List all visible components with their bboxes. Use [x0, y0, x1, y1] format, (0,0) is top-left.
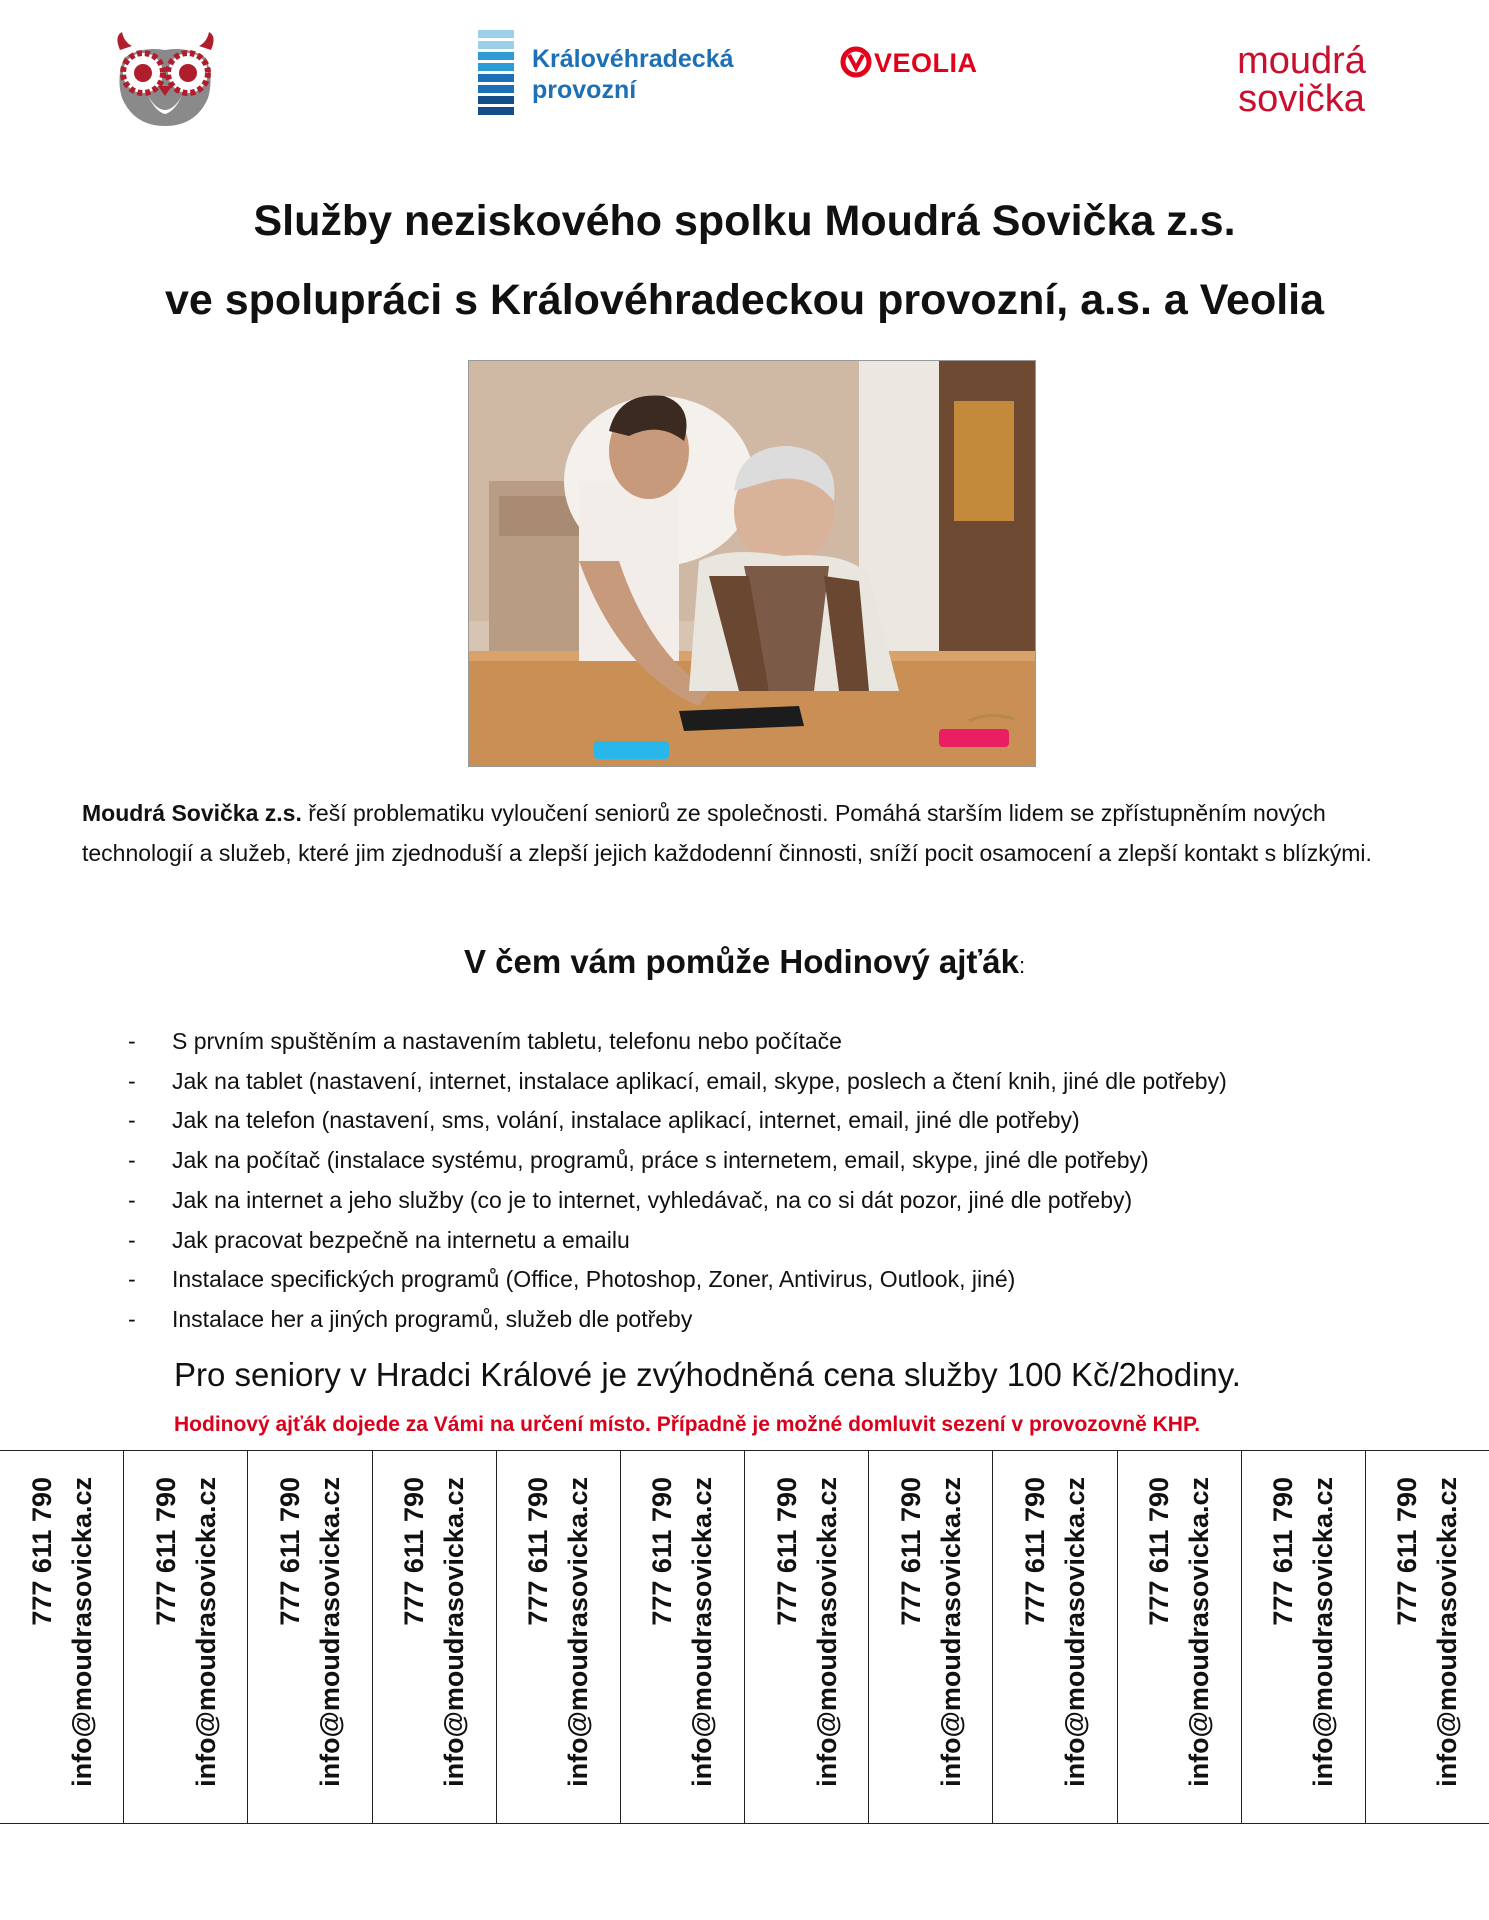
- list-dash: -: [128, 1186, 136, 1213]
- title-line-1: Služby neziskového spolku Moudrá Sovička z.s.: [253, 197, 1236, 245]
- list-item: [128, 1221, 1227, 1261]
- tear-off-tab[interactable]: [868, 1451, 992, 1823]
- tear-off-strips: [0, 1450, 1489, 1824]
- khp-stripe: [478, 107, 514, 115]
- tab-phone: 777 611 790: [895, 1477, 926, 1626]
- services-heading-colon: :: [1018, 953, 1026, 978]
- visit-note: Hodinový ajťák dojede za Vámi na určení místo. Případně je možné domluvit sezení v provozovně KHP.: [174, 1413, 1201, 1436]
- tab-contact: [518, 1477, 598, 1797]
- tab-phone: 777 611 790: [771, 1477, 802, 1626]
- list-item-text: S prvním spuštěním a nastavením tabletu, telefonu nebo počítače: [172, 1028, 842, 1054]
- tab-contact: [1387, 1477, 1467, 1797]
- khp-stripe: [478, 30, 514, 38]
- list-dash: -: [128, 1107, 136, 1134]
- tab-phone: 777 611 790: [274, 1477, 305, 1626]
- tear-off-tab[interactable]: [992, 1451, 1116, 1823]
- services-heading: [0, 943, 1489, 981]
- list-item-text: Instalace her a jiných programů, služeb dle potřeby: [172, 1305, 693, 1332]
- list-dash: -: [128, 1266, 136, 1293]
- services-heading-text: V čem vám pomůže Hodinový ajťák: [463, 943, 1019, 980]
- list-item-text: Jak na tablet (nastavení, internet, instalace aplikací, email, skype, poslech a čtení knih, jiné dle potřeby): [172, 1067, 1227, 1094]
- tab-contact: [1139, 1477, 1219, 1797]
- senior-tablet-photo: [468, 360, 1036, 767]
- tab-contact: [1015, 1477, 1095, 1797]
- list-item-text: Jak pracovat bezpečně na internetu a emailu: [172, 1226, 630, 1253]
- tab-contact: [394, 1477, 474, 1797]
- tab-contact: [891, 1477, 971, 1797]
- tab-email: info@moudrasovicka.cz: [66, 1477, 97, 1787]
- khp-logo-text: [532, 44, 734, 106]
- veolia-logo-text: VEOLIA: [874, 48, 978, 78]
- tab-email: info@moudrasovicka.cz: [439, 1477, 470, 1787]
- veolia-logo: [840, 44, 990, 80]
- list-item-text: Instalace specifických programů (Office, Photoshop, Zoner, Antivirus, Outlook, jiné): [172, 1266, 1016, 1293]
- tab-contact: [642, 1477, 722, 1797]
- page-title: [0, 182, 1489, 340]
- tab-email: info@moudrasovicka.cz: [1059, 1477, 1090, 1787]
- list-item: [128, 1101, 1227, 1141]
- list-item: [128, 1181, 1227, 1221]
- tear-off-tab[interactable]: [744, 1451, 868, 1823]
- tab-email: info@moudrasovicka.cz: [1432, 1477, 1463, 1787]
- tear-off-tab[interactable]: [372, 1451, 496, 1823]
- services-list: [128, 1022, 1227, 1340]
- intro-org-name: Moudrá Sovička z.s.: [82, 800, 302, 826]
- intro-text: řeší problematiku vyloučení seniorů ze společnosti. Pomáhá starším lidem se zpřístupněním nových technologií a služeb, které jim zjednoduší a zlepší jejich každodenní činnosti, sníží pocit osamocení a zlepší kontakt s blízkými.: [82, 800, 1372, 866]
- logo-bar: [0, 0, 1489, 140]
- khp-stripe: [478, 52, 514, 60]
- tab-phone: 777 611 790: [1144, 1477, 1175, 1626]
- tab-phone: 777 611 790: [647, 1477, 678, 1626]
- list-dash: -: [128, 1305, 136, 1332]
- tear-off-tab[interactable]: [1365, 1451, 1489, 1823]
- tab-contact: [22, 1477, 102, 1797]
- tab-phone: 777 611 790: [523, 1477, 554, 1626]
- tab-phone: 777 611 790: [1019, 1477, 1050, 1626]
- moudra-logo-line-2: sovička: [1238, 78, 1365, 120]
- khp-line-1: Královéhradecká: [532, 45, 734, 73]
- tab-phone: 777 611 790: [1268, 1477, 1299, 1626]
- moudra-logo-line-1: moudrá: [1237, 40, 1366, 82]
- list-item-text: Jak na internet a jeho služby (co je to internet, vyhledávač, na co si dát pozor, jiné dle potřeby): [172, 1186, 1133, 1213]
- khp-stripe: [478, 96, 514, 104]
- moudra-sovicka-logo: [1234, 42, 1369, 118]
- list-dash: -: [128, 1226, 136, 1253]
- tab-contact: [767, 1477, 847, 1797]
- tab-email: info@moudrasovicka.cz: [1184, 1477, 1215, 1787]
- tear-off-tab[interactable]: [123, 1451, 247, 1823]
- list-item-text: Jak na telefon (nastavení, sms, volání, instalace aplikací, internet, email, jiné dle potřeby): [172, 1107, 1080, 1134]
- tab-email: info@moudrasovicka.cz: [563, 1477, 594, 1787]
- khp-stripes-icon: [478, 30, 514, 122]
- khp-stripe: [478, 85, 514, 93]
- tab-phone: 777 611 790: [1392, 1477, 1423, 1626]
- veolia-icon: [840, 46, 872, 78]
- tear-off-tab[interactable]: [620, 1451, 744, 1823]
- list-item: [128, 1022, 1227, 1062]
- tab-contact: [1263, 1477, 1343, 1797]
- list-item: [128, 1141, 1227, 1181]
- tab-email: info@moudrasovicka.cz: [811, 1477, 842, 1787]
- title-line-2: ve spolupráci s Královéhradeckou provozní, a.s. a Veolia: [164, 276, 1325, 324]
- tab-email: info@moudrasovicka.cz: [1308, 1477, 1339, 1787]
- khp-logo: [478, 30, 768, 125]
- list-item: [128, 1300, 1227, 1340]
- list-item: [128, 1062, 1227, 1102]
- tear-off-tab[interactable]: [1117, 1451, 1241, 1823]
- tab-contact: [146, 1477, 226, 1797]
- tear-off-tab[interactable]: [0, 1451, 123, 1823]
- price-text: Pro seniory v Hradci Králové je zvýhodněná cena služby 100 Kč/2hodiny.: [174, 1356, 1241, 1393]
- tab-contact: [270, 1477, 350, 1797]
- tab-email: info@moudrasovicka.cz: [935, 1477, 966, 1787]
- tear-off-tab[interactable]: [1241, 1451, 1365, 1823]
- list-item-text: Jak na počítač (instalace systému, programů, práce s internetem, email, skype, jiné dle potřeby): [172, 1147, 1149, 1174]
- khp-stripe: [478, 74, 514, 82]
- khp-line-2: provozní: [532, 76, 637, 104]
- list-item: [128, 1260, 1227, 1300]
- tear-off-tab[interactable]: [496, 1451, 620, 1823]
- list-dash: -: [128, 1067, 136, 1094]
- list-dash: -: [128, 1028, 136, 1054]
- khp-stripe: [478, 41, 514, 49]
- tab-email: info@moudrasovicka.cz: [687, 1477, 718, 1787]
- owl-icon: [108, 28, 223, 128]
- intro-paragraph: [82, 793, 1412, 873]
- tear-off-tab[interactable]: [247, 1451, 371, 1823]
- tab-phone: 777 611 790: [26, 1477, 57, 1626]
- tab-phone: 777 611 790: [150, 1477, 181, 1626]
- tab-email: info@moudrasovicka.cz: [190, 1477, 221, 1787]
- list-dash: -: [128, 1147, 136, 1174]
- tab-email: info@moudrasovicka.cz: [314, 1477, 345, 1787]
- khp-stripe: [478, 63, 514, 71]
- tab-phone: 777 611 790: [399, 1477, 430, 1626]
